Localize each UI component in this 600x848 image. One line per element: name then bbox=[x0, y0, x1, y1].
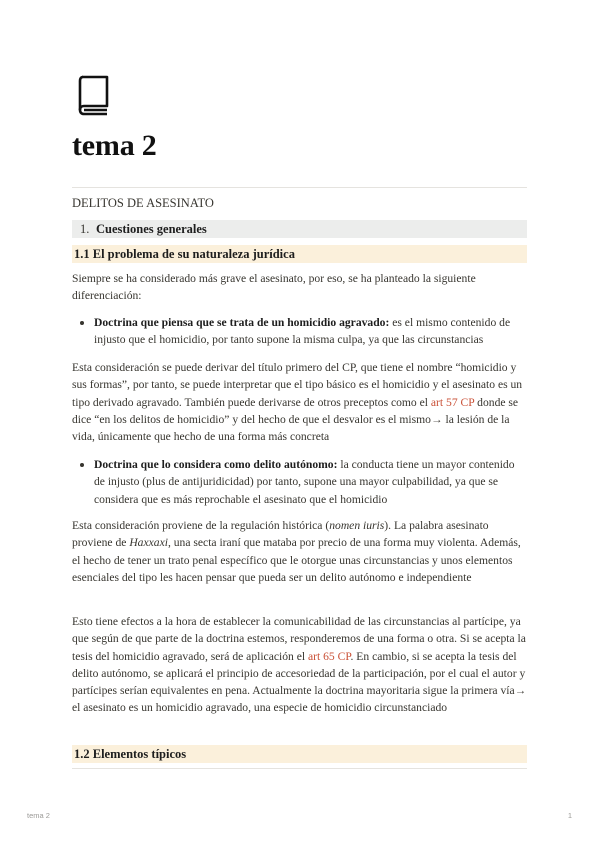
subheading-text: 1.1 El problema de su naturaleza jurídica bbox=[74, 247, 295, 261]
paragraph-text: . En cambio, si se acepta la tesis del delito autónomo, se aplicará el principio de accesoriedad de la participación, por el cual el autor y partícipes serían equivalentes en pena. Actualmente la doctrina mayoritaria sigue la primera vía→ el asesinato es un homicidio agravado, una especie de homicidio circunstanciado bbox=[72, 649, 527, 715]
italic-nomen-iuris: nomen iuris bbox=[329, 519, 385, 532]
heading-text: Cuestiones generales bbox=[96, 222, 207, 236]
bullet-bold: Doctrina que piensa que se trata de un homicidio agravado: bbox=[94, 316, 390, 329]
book-icon bbox=[76, 74, 110, 116]
paragraph-text: donde se dice “en los delitos de homicidio” y del hecho de que el desvalor es el mismo→ la lesión de la vida, únicamente que hecho de una forma más concreta bbox=[72, 395, 519, 444]
bullet-text: es el mismo contenido de injusto que el homicidio, por tanto supone la misma culpa, ya que las circunstancias bbox=[94, 316, 511, 347]
paragraph-text: Esto tiene efectos a la hora de establecer la comunicabilidad de las circunstancias al partícipe, ya que según de que parte de la doctrina estemos, responderemos de una forma o otra. Si se acepta la tesis del homicidio agravado, será de aplicación el bbox=[72, 615, 526, 663]
subheading-text: 1.2 Elementos típicos bbox=[74, 747, 187, 761]
bullet-delito-autonomo bbox=[94, 456, 527, 508]
divider bbox=[72, 768, 527, 769]
section-label: DELITOS DE ASESINATO bbox=[72, 196, 214, 210]
bullet-bold: Doctrina que lo considera como delito autónomo: bbox=[94, 458, 338, 471]
paragraph-consideracion-1 bbox=[72, 359, 527, 445]
italic-haxxaxi: Haxxaxi bbox=[129, 536, 168, 550]
divider bbox=[72, 187, 527, 188]
paragraph-text: Esta consideración se puede derivar del título primero del CP, que tiene el nombre “homicidio y sus formas”, por tanto, se puede interpretar que el tipo básico es el homicidio y el asesinato es un tipo derivado agravado. También puede derivarse de otros preceptos como el bbox=[72, 361, 523, 409]
bullet-text: la conducta tiene un mayor contenido de injusto (plus de antijuridicidad) por tanto, supone una mayor culpabilidad, ya que se considera que es más reprochable el asesinato que el homicidio bbox=[94, 458, 515, 506]
link-art-65[interactable]: art 65 CP bbox=[307, 649, 351, 663]
page-title: tema 2 bbox=[72, 129, 157, 162]
heading-number: 1. bbox=[80, 222, 90, 236]
footer-title: tema 2 bbox=[27, 811, 50, 820]
numbered-heading bbox=[72, 220, 527, 238]
subheading-elementos bbox=[72, 745, 527, 763]
bullet-homicidio-agravado bbox=[94, 314, 527, 349]
paragraph-efectos bbox=[72, 613, 527, 717]
subheading-naturaleza bbox=[72, 245, 527, 263]
paragraph-consideracion-2 bbox=[72, 517, 527, 586]
paragraph-intro: Siempre se ha considerado más grave el asesinato, por eso, se ha planteado la siguiente diferenciación: bbox=[72, 272, 476, 303]
paragraph-text: ). La palabra asesinato proviene de bbox=[72, 519, 489, 550]
footer-page-number: 1 bbox=[567, 811, 572, 820]
paragraph-text: Esta consideración proviene de la regulación histórica ( bbox=[72, 519, 330, 532]
paragraph-text: , una secta iraní que mataba por precio de una forma muy violenta. Además, el hecho de tener un trato penal específico que le otorgue unas circunstancias y unos elementos esenciales del tipo les hacen pensar que pueda ser un delito autónomo e independiente bbox=[72, 536, 521, 584]
link-art-57[interactable]: art 57 CP bbox=[430, 395, 475, 409]
